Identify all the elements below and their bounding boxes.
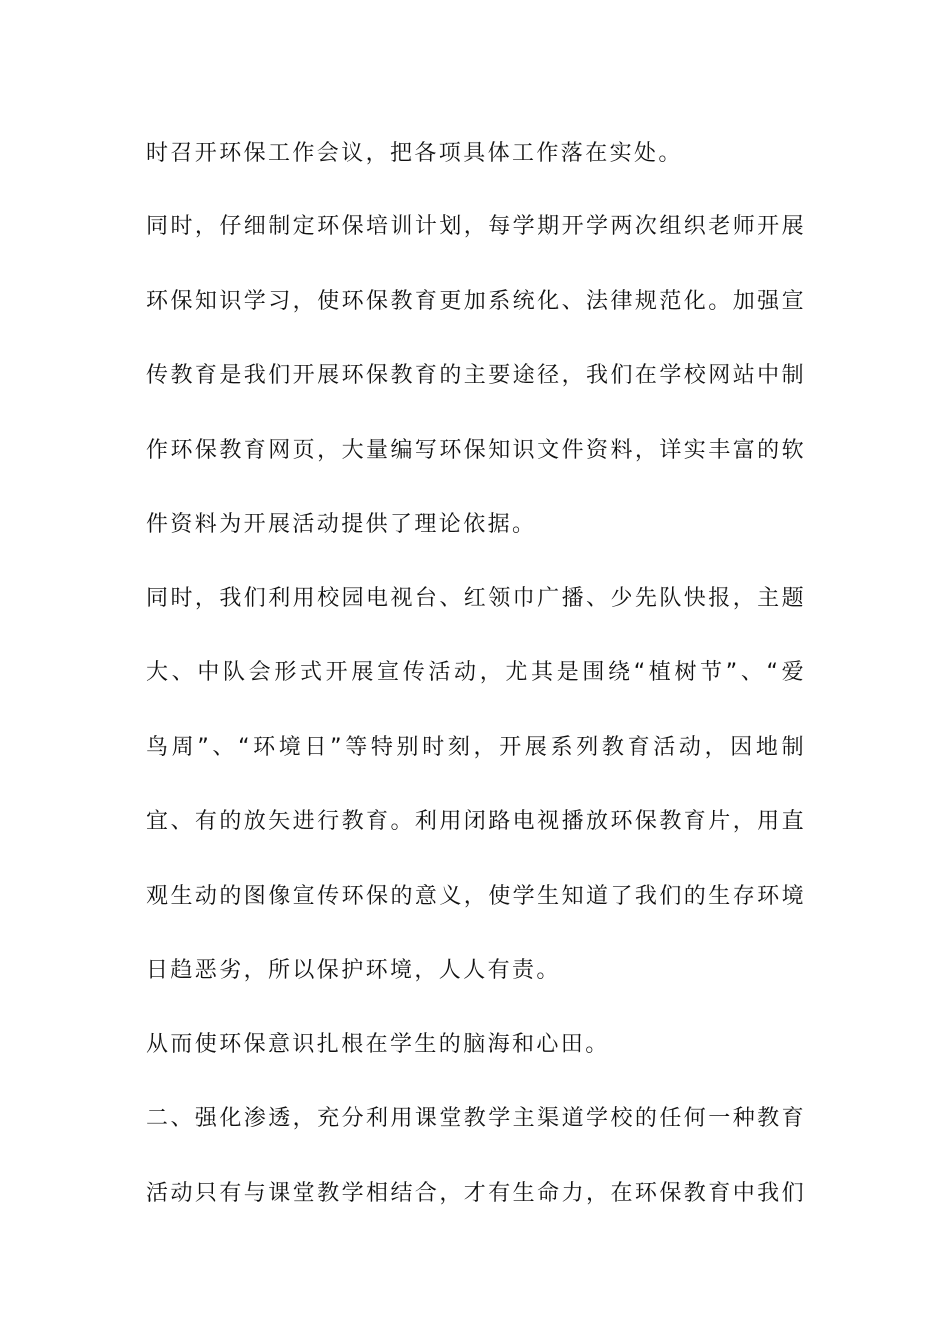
text-line: 同时，仔细制定环保培训计划，每学期开学两次组织老师开展 bbox=[146, 214, 806, 239]
text-line: 同时，我们利用校园电视台、红领巾广播、少先队快报，主题 bbox=[146, 586, 806, 611]
text-line: 时召开环保工作会议，把各项具体工作落在实处。 bbox=[146, 141, 683, 166]
text-line: 活动只有与课堂教学相结合，才有生命力，在环保教育中我们 bbox=[146, 1181, 806, 1206]
text-line: 从而使环保意识扎根在学生的脑海和心田。 bbox=[146, 1032, 610, 1057]
text-line: 宜、有的放矢进行教育。利用闭路电视播放环保教育片，用直 bbox=[146, 809, 806, 834]
text-line: 二、强化渗透，充分利用课堂教学主渠道学校的任何一种教育 bbox=[146, 1106, 806, 1131]
text-line: 环保知识学习，使环保教育更加系统化、法律规范化。加强宣 bbox=[146, 289, 806, 314]
text-line: 大、中队会形式开展宣传活动，尤其是围绕“植树节”、“爱 bbox=[146, 660, 806, 685]
text-line: 传教育是我们开展环保教育的主要途径，我们在学校网站中制 bbox=[146, 363, 806, 388]
text-line: 观生动的图像宣传环保的意义，使学生知道了我们的生存环境 bbox=[146, 884, 806, 909]
text-line: 件资料为开展活动提供了理论依据。 bbox=[146, 512, 537, 537]
text-line: 鸟周”、“环境日”等特别时刻，开展系列教育活动，因地制 bbox=[146, 735, 806, 760]
text-line: 日趋恶劣，所以保护环境，人人有责。 bbox=[146, 958, 561, 983]
text-line: 作环保教育网页，大量编写环保知识文件资料，详实丰富的软 bbox=[146, 438, 806, 463]
